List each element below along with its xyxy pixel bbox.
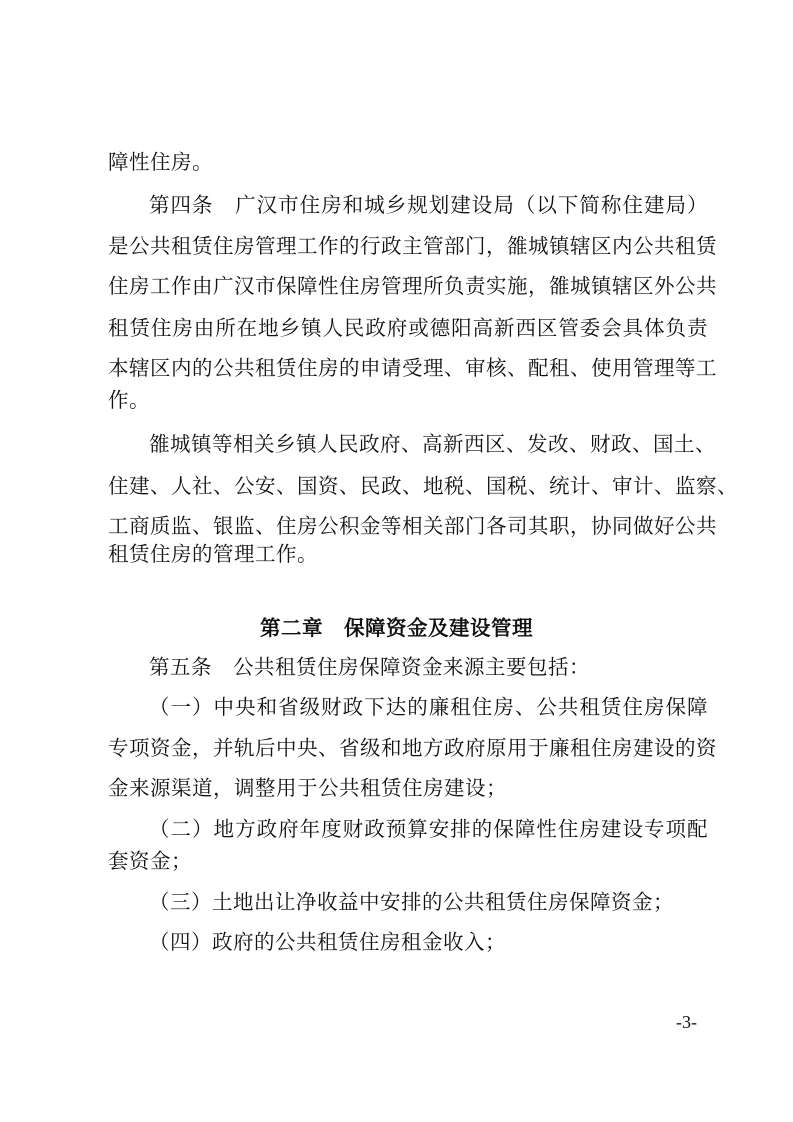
list-item-line: （三）土地出让净收益中安排的公共租赁住房保障资金； <box>149 890 674 914</box>
paragraph-line: 障性住房。 <box>108 150 213 174</box>
list-item-line: （一）中央和省级财政下达的廉租住房、公共租赁住房保障 <box>149 695 708 719</box>
paragraph-line: 雒城镇等相关乡镇人民政府、高新西区、发改、财政、国土、 <box>149 432 716 456</box>
list-item-line: （四）政府的公共租赁住房租金收入； <box>149 930 506 954</box>
paragraph-line: 作。 <box>108 388 150 412</box>
page-number: -3- <box>676 1012 697 1032</box>
paragraph-line: 套资金； <box>108 849 192 873</box>
paragraph-line: 金来源渠道，调整用于公共租赁住房建设； <box>108 776 507 800</box>
paragraph-line: 工商质监、银监、住房公积金等相关部门各司其职，协同做好公共 <box>108 514 717 538</box>
paragraph-line: 本辖区内的公共租赁住房的申请受理、审核、配租、使用管理等工 <box>108 356 717 380</box>
paragraph-line: 专项资金，并轨后中央、省级和地方政府原用于廉租住房建设的资 <box>108 736 717 760</box>
paragraph-line: 租赁住房的管理工作。 <box>108 542 318 566</box>
paragraph-line: 住房工作由广汉市保障性住房管理所负责实施，雒城镇辖区外公共 <box>108 274 717 298</box>
paragraph-line: 住建、人社、公安、国资、民政、地税、国税、统计、审计、监察、 <box>108 474 738 498</box>
paragraph-line: 租赁住房由所在地乡镇人民政府或德阳高新西区管委会具体负责 <box>108 316 708 340</box>
article-four-title-line: 第四条 广汉市住房和城乡规划建设局（以下简称住建局） <box>149 193 708 217</box>
list-item-line: （二）地方政府年度财政预算安排的保障性住房建设专项配 <box>149 817 708 841</box>
chapter-heading: 第二章 保障资金及建设管理 <box>260 616 533 640</box>
paragraph-line: 是公共租赁住房管理工作的行政主管部门，雒城镇辖区内公共租赁 <box>108 234 717 258</box>
article-five-title-line: 第五条 公共租赁住房保障资金来源主要包括： <box>149 655 590 679</box>
